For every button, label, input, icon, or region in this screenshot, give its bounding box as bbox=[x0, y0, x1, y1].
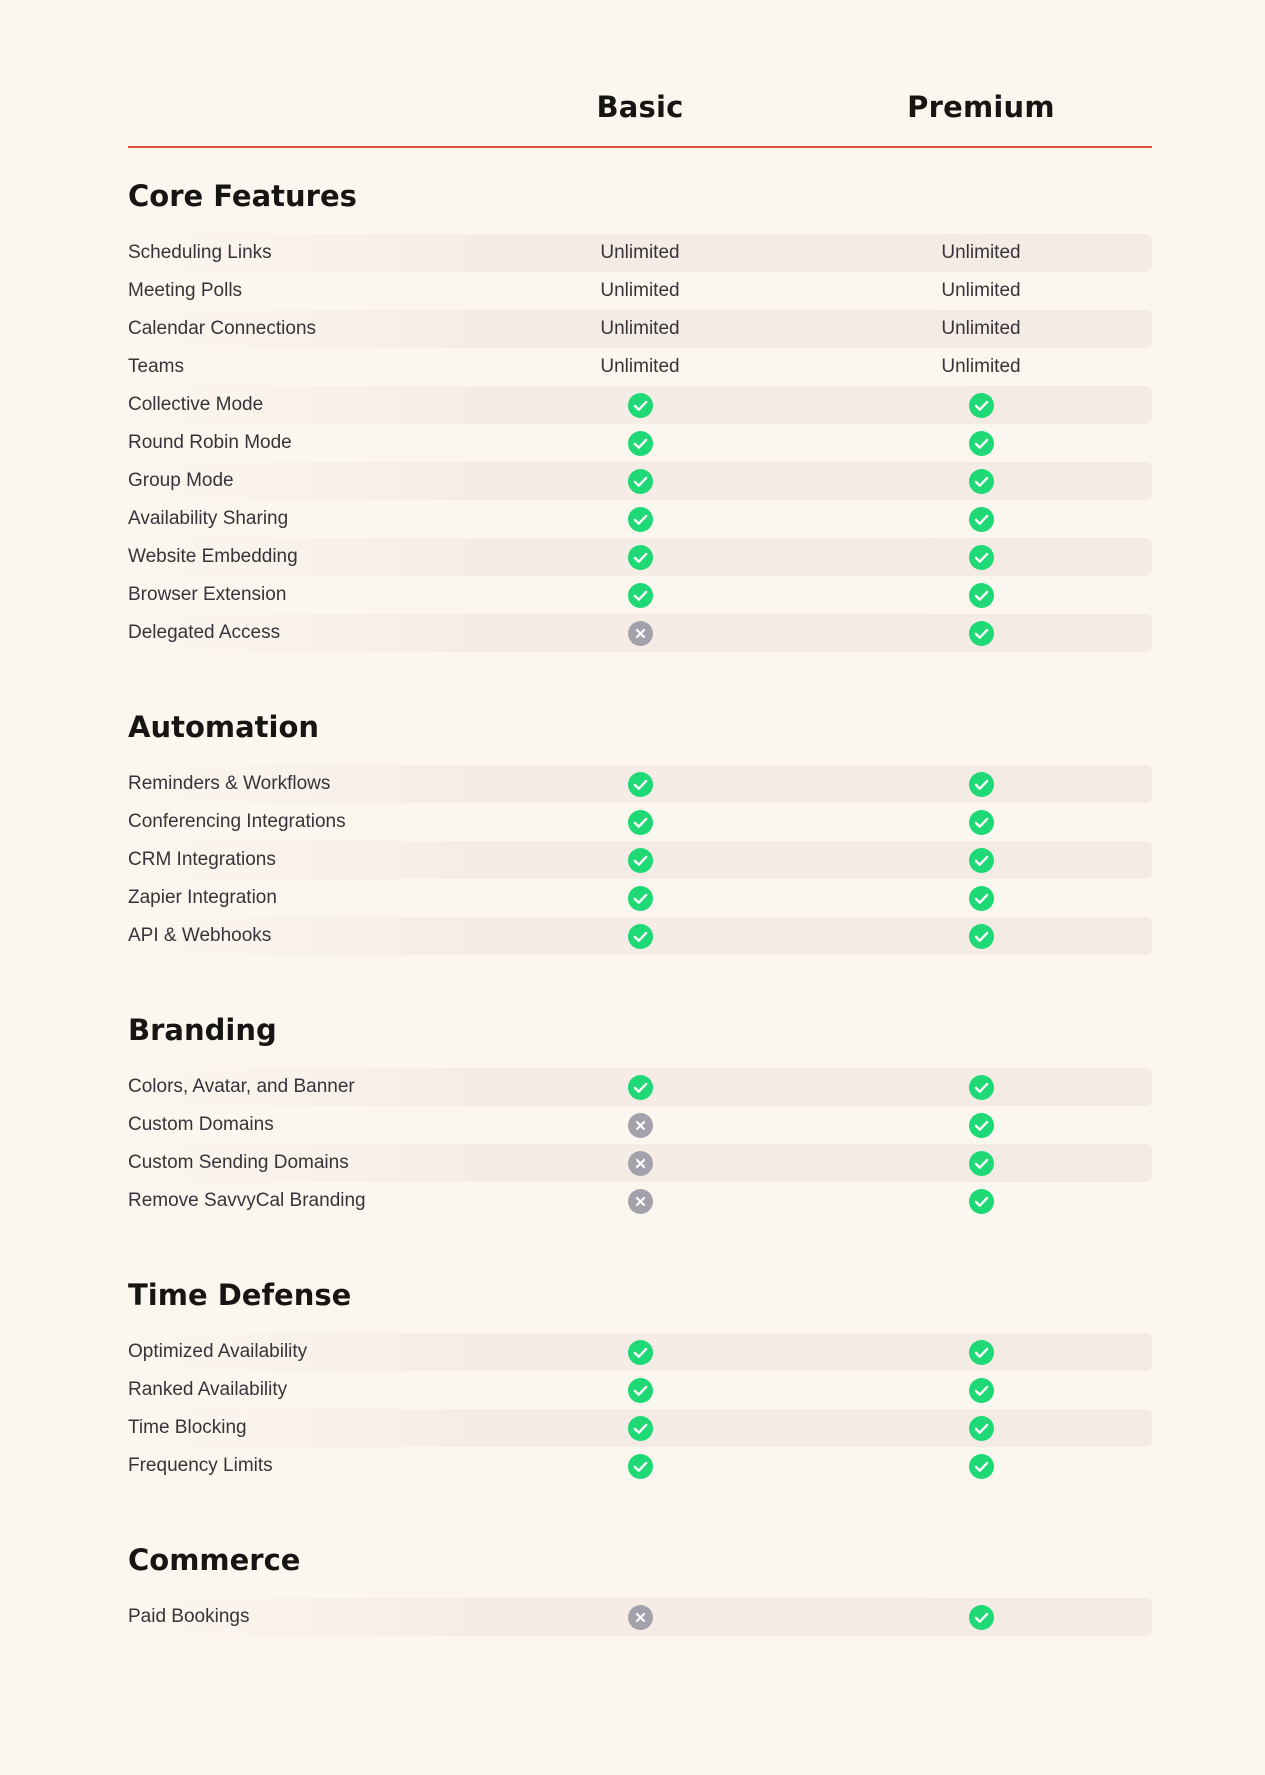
section-branding bbox=[128, 1012, 1152, 1220]
check-circle-icon bbox=[628, 393, 653, 418]
feature-label: Reminders & Workflows bbox=[128, 773, 331, 794]
check-circle-icon bbox=[969, 1151, 994, 1176]
feature-value-premium bbox=[851, 576, 1111, 614]
check-circle-icon bbox=[628, 1075, 653, 1100]
check-circle-icon bbox=[969, 545, 994, 570]
feature-row-optimized-availability bbox=[128, 1333, 1152, 1371]
feature-value-premium bbox=[851, 917, 1111, 955]
feature-value-text: Unlimited bbox=[600, 280, 680, 301]
feature-value-basic bbox=[510, 576, 770, 614]
check-circle-icon bbox=[628, 924, 653, 949]
feature-label: Frequency Limits bbox=[128, 1455, 273, 1476]
check-circle-icon bbox=[969, 886, 994, 911]
feature-value-premium bbox=[851, 803, 1111, 841]
check-circle-icon bbox=[969, 583, 994, 608]
section-title: Commerce bbox=[128, 1543, 301, 1577]
check-circle-icon bbox=[969, 621, 994, 646]
feature-value-premium bbox=[851, 462, 1111, 500]
check-circle-icon bbox=[628, 810, 653, 835]
feature-label: Zapier Integration bbox=[128, 887, 277, 908]
check-circle-icon bbox=[969, 924, 994, 949]
feature-label: CRM Integrations bbox=[128, 849, 276, 870]
feature-row-api-and-webhooks bbox=[128, 917, 1152, 955]
feature-row-round-robin-mode bbox=[128, 424, 1152, 462]
feature-value-premium bbox=[851, 1409, 1111, 1447]
section-title: Core Features bbox=[128, 179, 357, 213]
check-circle-icon bbox=[969, 507, 994, 532]
check-circle-icon bbox=[969, 1454, 994, 1479]
check-circle-icon bbox=[969, 1113, 994, 1138]
feature-value-basic bbox=[510, 310, 770, 348]
feature-row-frequency-limits bbox=[128, 1447, 1152, 1485]
check-circle-icon bbox=[969, 848, 994, 873]
feature-row-ranked-availability bbox=[128, 1371, 1152, 1409]
section-commerce bbox=[128, 1542, 1152, 1636]
feature-value-premium bbox=[851, 500, 1111, 538]
feature-rows bbox=[128, 1598, 1152, 1636]
feature-label: Availability Sharing bbox=[128, 508, 289, 529]
feature-row-time-blocking bbox=[128, 1409, 1152, 1447]
plan-header bbox=[128, 70, 1152, 148]
feature-row-meeting-polls bbox=[128, 272, 1152, 310]
feature-value-basic bbox=[510, 424, 770, 462]
feature-value-premium bbox=[851, 234, 1111, 272]
feature-value-basic bbox=[510, 500, 770, 538]
feature-value-text: Unlimited bbox=[941, 356, 1021, 377]
feature-label: Website Embedding bbox=[128, 546, 298, 567]
feature-value-premium bbox=[851, 1598, 1111, 1636]
check-circle-icon bbox=[969, 1605, 994, 1630]
x-circle-icon bbox=[628, 1113, 653, 1138]
feature-row-paid-bookings bbox=[128, 1598, 1152, 1636]
feature-label: Collective Mode bbox=[128, 394, 264, 415]
feature-label: Calendar Connections bbox=[128, 318, 317, 339]
feature-value-basic bbox=[510, 765, 770, 803]
feature-value-premium bbox=[851, 1333, 1111, 1371]
feature-value-text: Unlimited bbox=[600, 242, 680, 263]
feature-value-basic bbox=[510, 1333, 770, 1371]
check-circle-icon bbox=[969, 431, 994, 456]
feature-value-basic bbox=[510, 1371, 770, 1409]
feature-label: Custom Sending Domains bbox=[128, 1152, 349, 1173]
feature-label: Meeting Polls bbox=[128, 280, 243, 301]
feature-value-basic bbox=[510, 1068, 770, 1106]
feature-value-basic bbox=[510, 1409, 770, 1447]
check-circle-icon bbox=[628, 469, 653, 494]
feature-value-premium bbox=[851, 879, 1111, 917]
feature-value-basic bbox=[510, 1598, 770, 1636]
feature-label: Custom Domains bbox=[128, 1114, 274, 1135]
feature-row-calendar-connections bbox=[128, 310, 1152, 348]
section-core-features bbox=[128, 178, 1152, 652]
feature-value-premium bbox=[851, 1106, 1111, 1144]
feature-label: Delegated Access bbox=[128, 622, 281, 643]
check-circle-icon bbox=[969, 393, 994, 418]
feature-rows bbox=[128, 1068, 1152, 1220]
feature-label: Round Robin Mode bbox=[128, 432, 292, 453]
feature-row-conferencing-integrations bbox=[128, 803, 1152, 841]
feature-value-basic bbox=[510, 1106, 770, 1144]
check-circle-icon bbox=[628, 583, 653, 608]
check-circle-icon bbox=[628, 848, 653, 873]
section-title: Branding bbox=[128, 1013, 277, 1047]
feature-value-basic bbox=[510, 879, 770, 917]
feature-value-premium bbox=[851, 386, 1111, 424]
feature-rows bbox=[128, 765, 1152, 955]
feature-label: Time Blocking bbox=[128, 1417, 247, 1438]
feature-value-basic bbox=[510, 917, 770, 955]
plan-title-basic: Basic bbox=[596, 90, 684, 124]
section-time-defense bbox=[128, 1277, 1152, 1485]
feature-row-scheduling-links bbox=[128, 234, 1152, 272]
feature-value-text: Unlimited bbox=[600, 356, 680, 377]
feature-value-premium bbox=[851, 841, 1111, 879]
feature-label: Remove SavvyCal Branding bbox=[128, 1190, 366, 1211]
feature-value-basic bbox=[510, 1447, 770, 1485]
feature-row-colors-avatar-and-banner bbox=[128, 1068, 1152, 1106]
feature-value-basic bbox=[510, 234, 770, 272]
check-circle-icon bbox=[969, 1416, 994, 1441]
feature-value-premium bbox=[851, 1068, 1111, 1106]
check-circle-icon bbox=[628, 886, 653, 911]
check-circle-icon bbox=[628, 1340, 653, 1365]
feature-label: Paid Bookings bbox=[128, 1606, 250, 1627]
feature-label: Group Mode bbox=[128, 470, 234, 491]
feature-value-premium bbox=[851, 272, 1111, 310]
feature-row-delegated-access bbox=[128, 614, 1152, 652]
x-circle-icon bbox=[628, 1151, 653, 1176]
feature-value-basic bbox=[510, 1144, 770, 1182]
feature-value-premium bbox=[851, 538, 1111, 576]
feature-value-premium bbox=[851, 348, 1111, 386]
feature-label: API & Webhooks bbox=[128, 925, 272, 946]
feature-value-text: Unlimited bbox=[600, 318, 680, 339]
feature-value-text: Unlimited bbox=[941, 242, 1021, 263]
check-circle-icon bbox=[969, 810, 994, 835]
check-circle-icon bbox=[628, 507, 653, 532]
check-circle-icon bbox=[969, 1189, 994, 1214]
feature-value-text: Unlimited bbox=[941, 318, 1021, 339]
feature-row-custom-sending-domains bbox=[128, 1144, 1152, 1182]
section-title: Automation bbox=[128, 710, 320, 744]
feature-value-basic bbox=[510, 841, 770, 879]
feature-value-premium bbox=[851, 1371, 1111, 1409]
feature-row-reminders-and-workflows bbox=[128, 765, 1152, 803]
x-circle-icon bbox=[628, 1605, 653, 1630]
check-circle-icon bbox=[969, 1340, 994, 1365]
check-circle-icon bbox=[628, 431, 653, 456]
check-circle-icon bbox=[628, 1378, 653, 1403]
check-circle-icon bbox=[969, 1075, 994, 1100]
check-circle-icon bbox=[969, 772, 994, 797]
feature-row-custom-domains bbox=[128, 1106, 1152, 1144]
feature-row-website-embedding bbox=[128, 538, 1152, 576]
x-circle-icon bbox=[628, 1189, 653, 1214]
feature-row-crm-integrations bbox=[128, 841, 1152, 879]
plan-title-premium: Premium bbox=[907, 90, 1055, 124]
feature-value-premium bbox=[851, 1144, 1111, 1182]
feature-row-availability-sharing bbox=[128, 500, 1152, 538]
feature-value-basic bbox=[510, 614, 770, 652]
feature-value-basic bbox=[510, 386, 770, 424]
feature-value-basic bbox=[510, 803, 770, 841]
section-title: Time Defense bbox=[128, 1278, 352, 1312]
feature-label: Colors, Avatar, and Banner bbox=[128, 1076, 355, 1097]
check-circle-icon bbox=[969, 469, 994, 494]
check-circle-icon bbox=[628, 545, 653, 570]
pricing-comparison-table bbox=[128, 70, 1152, 1636]
feature-value-premium bbox=[851, 310, 1111, 348]
feature-label: Conferencing Integrations bbox=[128, 811, 346, 832]
check-circle-icon bbox=[628, 772, 653, 797]
feature-value-basic bbox=[510, 1182, 770, 1220]
check-circle-icon bbox=[628, 1416, 653, 1441]
feature-value-text: Unlimited bbox=[941, 280, 1021, 301]
feature-rows bbox=[128, 234, 1152, 652]
feature-value-basic bbox=[510, 538, 770, 576]
check-circle-icon bbox=[969, 1378, 994, 1403]
feature-label: Ranked Availability bbox=[128, 1379, 288, 1400]
feature-row-zapier-integration bbox=[128, 879, 1152, 917]
feature-sections bbox=[128, 178, 1152, 1636]
feature-row-group-mode bbox=[128, 462, 1152, 500]
feature-value-premium bbox=[851, 614, 1111, 652]
feature-row-remove-savvycal-branding bbox=[128, 1182, 1152, 1220]
section-automation bbox=[128, 709, 1152, 955]
x-circle-icon bbox=[628, 621, 653, 646]
feature-row-teams bbox=[128, 348, 1152, 386]
feature-value-basic bbox=[510, 462, 770, 500]
feature-label: Scheduling Links bbox=[128, 242, 272, 263]
feature-value-premium bbox=[851, 1182, 1111, 1220]
check-circle-icon bbox=[628, 1454, 653, 1479]
feature-value-basic bbox=[510, 348, 770, 386]
feature-label: Optimized Availability bbox=[128, 1341, 308, 1362]
feature-value-premium bbox=[851, 765, 1111, 803]
feature-rows bbox=[128, 1333, 1152, 1485]
feature-value-basic bbox=[510, 272, 770, 310]
feature-label: Browser Extension bbox=[128, 584, 287, 605]
feature-row-collective-mode bbox=[128, 386, 1152, 424]
feature-value-premium bbox=[851, 1447, 1111, 1485]
feature-row-browser-extension bbox=[128, 576, 1152, 614]
feature-value-premium bbox=[851, 424, 1111, 462]
feature-label: Teams bbox=[128, 356, 184, 377]
